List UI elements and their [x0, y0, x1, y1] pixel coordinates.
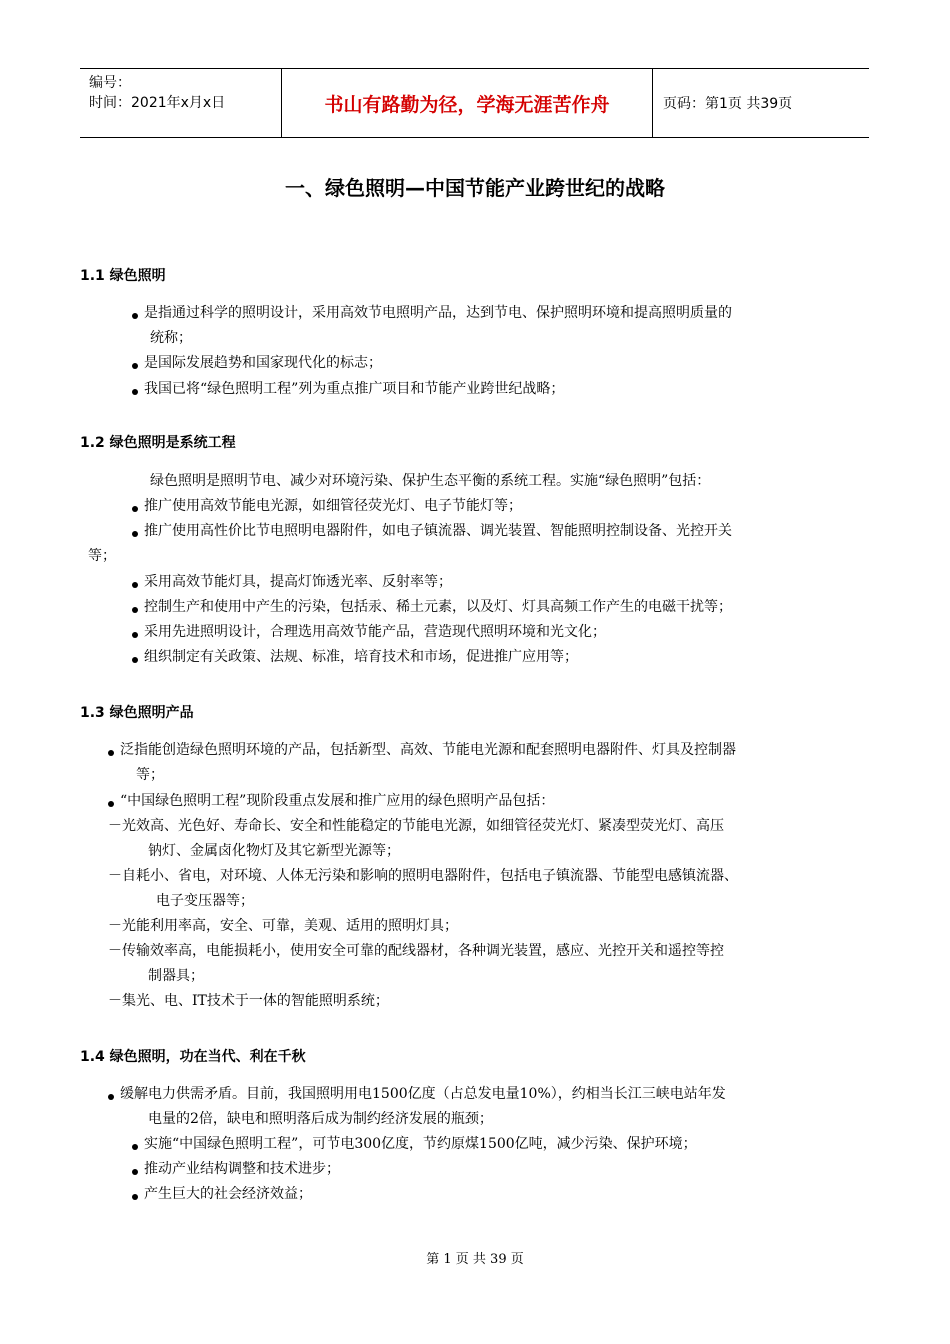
section-heading-1-1: 1.1 绿色照明 — [80, 268, 166, 284]
list-item: 实施“中国绿色照明工程”，可节电300亿度，节约原煤1500亿吨，减少污染、保护环境； — [132, 1134, 697, 1154]
section-heading-1-4: 1.4 绿色照明，功在当代、利在千秋 — [80, 1049, 306, 1065]
list-item: “中国绿色照明工程”现阶段重点发展和推广应用的绿色照明产品包括： — [108, 791, 554, 811]
header-motto: 书山有路勤为径，学海无涯苦作舟 — [281, 69, 653, 137]
list-item: 采用先进照明设计，合理选用高效节能产品，营造现代照明环境和光文化； — [132, 622, 606, 642]
document-number-label: 编号： — [89, 75, 131, 91]
dash-item: －集光、电、IT技术于一体的智能照明系统； — [108, 993, 389, 1009]
list-item-continuation: 电量的2倍，缺电和照明落后成为制约经济发展的瓶颈； — [148, 1111, 493, 1127]
list-item: 泛指能创造绿色照明环境的产品，包括新型、高效、节能电光源和配套照明电器附件、灯具及控制器 — [108, 740, 736, 760]
document-time-label: 时间：2021年x月x日 — [89, 95, 226, 111]
bullet-icon — [108, 750, 114, 756]
bullet-icon — [132, 1144, 138, 1150]
list-item: 我国已将“绿色照明工程”列为重点推广项目和节能产业跨世纪战略； — [132, 379, 564, 399]
section-heading-1-3: 1.3 绿色照明产品 — [80, 705, 194, 721]
list-item: 控制生产和使用中产生的污染，包括汞、稀土元素，以及灯、灯具高频工作产生的电磁干扰等； — [132, 597, 732, 617]
bullet-icon — [132, 506, 138, 512]
list-item: 推动产业结构调整和技术进步； — [132, 1159, 340, 1179]
bullet-icon — [132, 389, 138, 395]
dash-item: －自耗小、省电，对环境、人体无污染和影响的照明电器附件，包括电子镇流器、节能型电感镇流器、 — [108, 868, 738, 884]
list-item: 推广使用高性价比节电照明电器附件，如电子镇流器、调光装置、智能照明控制设备、光控开关 — [132, 521, 732, 541]
list-item: 组织制定有关政策、法规、标准，培育技术和市场，促进推广应用等； — [132, 647, 578, 667]
bullet-icon — [132, 313, 138, 319]
list-item: 缓解电力供需矛盾。目前，我国照明用电1500亿度（占总发电量10%），约相当长江三峡电站年发 — [108, 1084, 726, 1104]
dash-item-continuation: 制器具； — [148, 968, 204, 984]
header-page-number: 页码：第1页 共39页 — [663, 96, 793, 112]
bullet-icon — [132, 607, 138, 613]
bullet-icon — [132, 632, 138, 638]
bullet-icon — [132, 1194, 138, 1200]
page-footer: 第 1 页 共 39 页 — [426, 1252, 524, 1267]
list-item-continuation: 等； — [88, 548, 116, 564]
bullet-icon — [132, 582, 138, 588]
dash-item: －光能利用率高，安全、可靠，美观、适用的照明灯具； — [108, 918, 458, 934]
bullet-icon — [132, 363, 138, 369]
list-item-continuation: 统称； — [150, 330, 192, 346]
dash-item-continuation: 电子变压器等； — [156, 893, 254, 909]
paragraph: 绿色照明是照明节电、减少对环境污染、保护生态平衡的系统工程。实施“绿色照明”包括： — [150, 473, 711, 489]
list-item-continuation: 等； — [136, 767, 164, 783]
list-item: 采用高效节能灯具，提高灯饰透光率、反射率等； — [132, 572, 452, 592]
dash-item: －光效高、光色好、寿命长、安全和性能稳定的节能电光源，如细管径荧光灯、紧凑型荧光灯、高压 — [108, 818, 724, 834]
header-meta — [80, 69, 281, 137]
bullet-icon — [108, 1094, 114, 1100]
bullet-icon — [132, 657, 138, 663]
list-item: 是指通过科学的照明设计，采用高效节电照明产品，达到节电、保护照明环境和提高照明质量的 — [132, 303, 732, 323]
list-item: 产生巨大的社会经济效益； — [132, 1184, 312, 1204]
list-item: 是国际发展趋势和国家现代化的标志； — [132, 353, 382, 373]
dash-item: －传输效率高，电能损耗小，使用安全可靠的配线器材，各种调光装置，感应、光控开关和遥控等控 — [108, 943, 724, 959]
bullet-icon — [108, 801, 114, 807]
document-title: 一、绿色照明—中国节能产业跨世纪的战略 — [285, 176, 665, 200]
section-heading-1-2: 1.2 绿色照明是系统工程 — [80, 435, 236, 451]
dash-item-continuation: 钠灯、金属卤化物灯及其它新型光源等； — [148, 843, 400, 859]
list-item: 推广使用高效节能电光源，如细管径荧光灯、电子节能灯等； — [132, 496, 522, 516]
bullet-icon — [132, 1169, 138, 1175]
page-header — [80, 68, 869, 138]
bullet-icon — [132, 531, 138, 537]
